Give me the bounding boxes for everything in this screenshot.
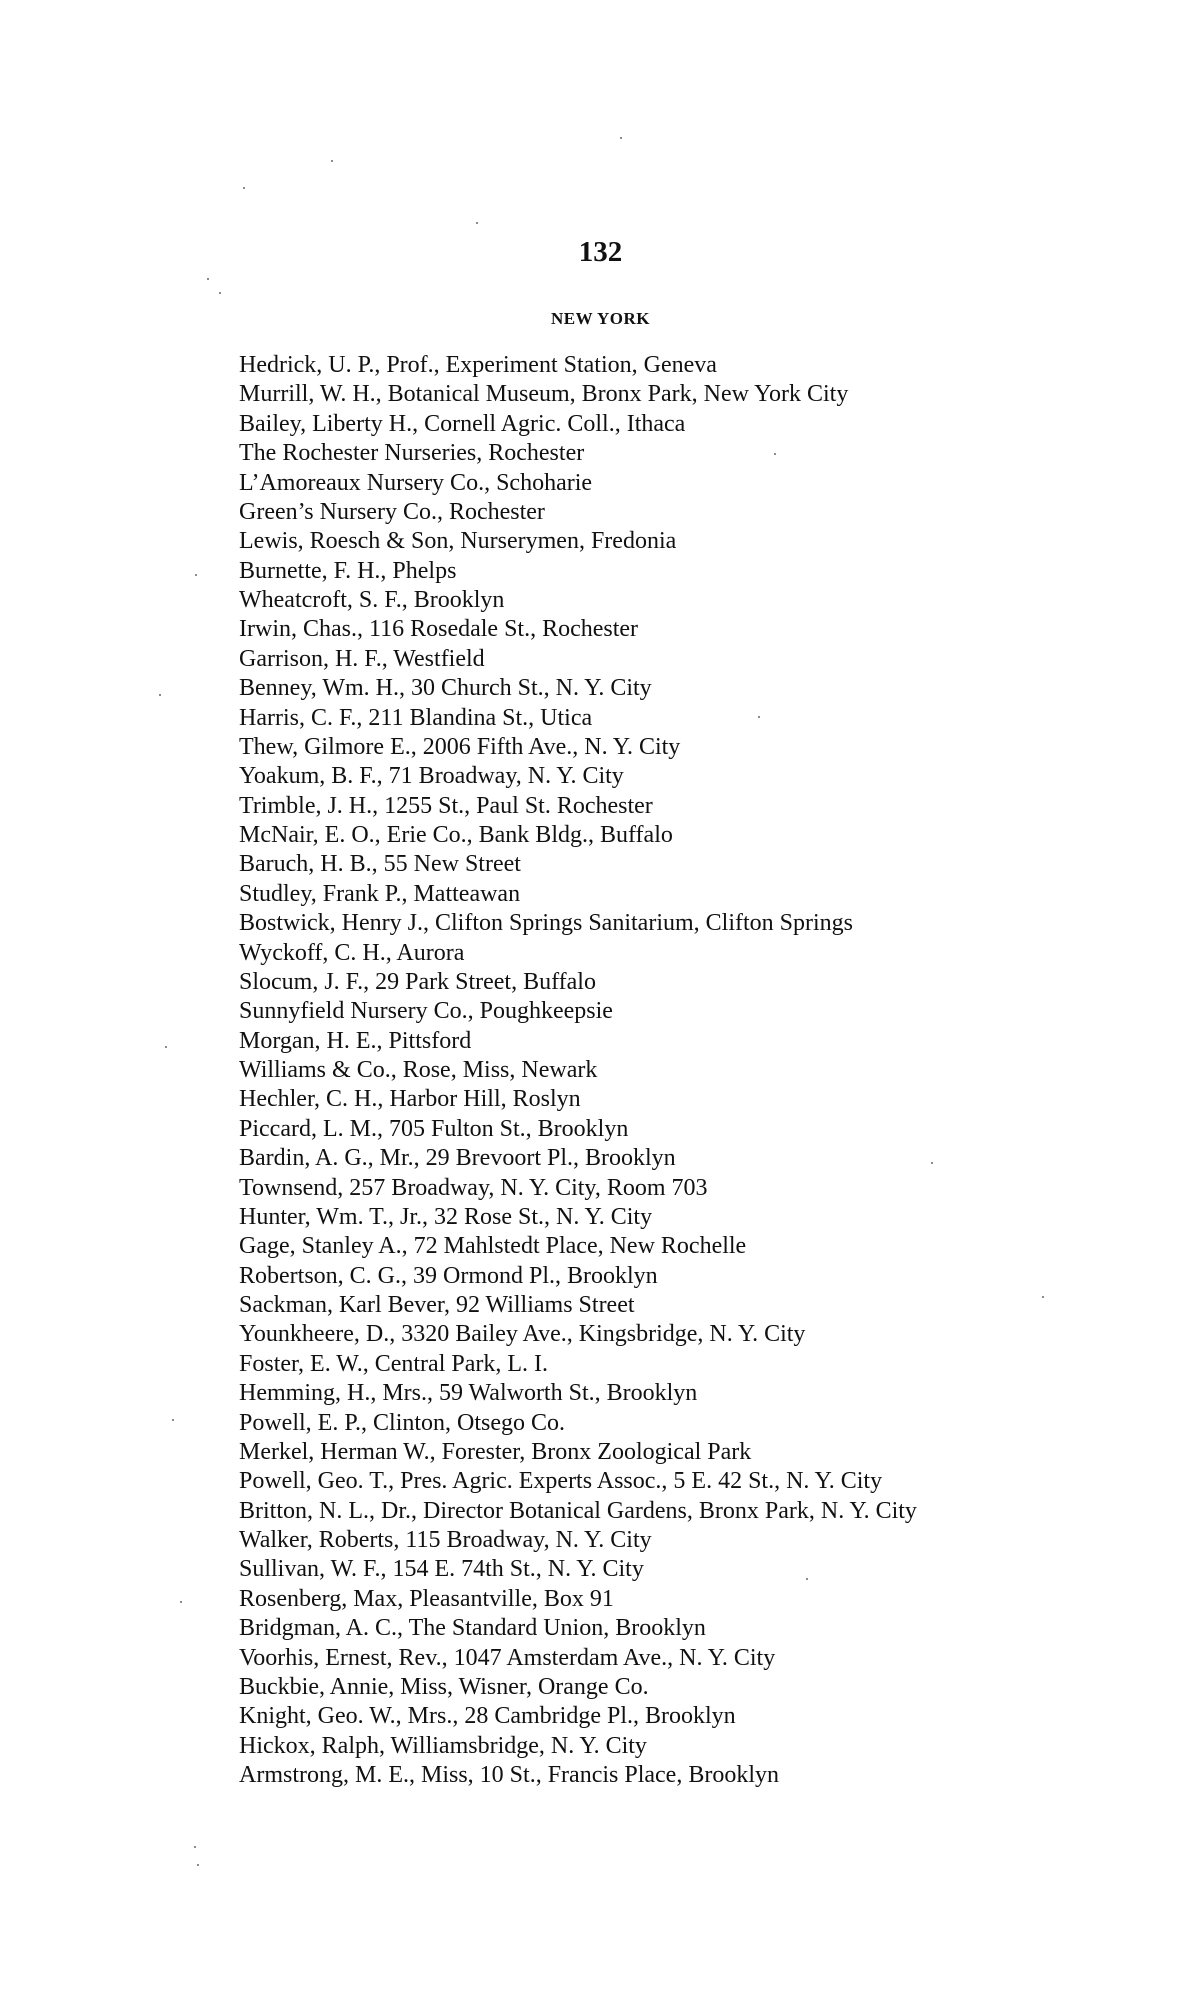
directory-entry: Garrison, H. F., Westfield bbox=[239, 645, 485, 672]
page-number: 132 bbox=[578, 236, 623, 268]
directory-entry: Younkheere, D., 3320 Bailey Ave., Kingsbridge, N. Y. City bbox=[239, 1321, 806, 1348]
directory-entry: Bardin, A. G., Mr., 29 Brevoort Pl., Brooklyn bbox=[239, 1145, 676, 1172]
scan-speck bbox=[620, 137, 622, 139]
entry-list bbox=[239, 351, 917, 1790]
directory-entry: Hickox, Ralph, Williamsbridge, N. Y. City bbox=[239, 1732, 647, 1759]
directory-entry: Sullivan, W. F., 154 E. 74th St., N. Y. City bbox=[239, 1556, 644, 1583]
scan-speck bbox=[195, 574, 197, 576]
directory-entry: Hunter, Wm. T., Jr., 32 Rose St., N. Y. City bbox=[239, 1203, 653, 1230]
scan-speck bbox=[172, 1419, 174, 1421]
directory-entry: Gage, Stanley A., 72 Mahlstedt Place, New Rochelle bbox=[239, 1233, 747, 1260]
scan-speck bbox=[207, 278, 209, 280]
scan-speck bbox=[194, 1846, 196, 1848]
directory-entry: Hechler, C. H., Harbor Hill, Roslyn bbox=[239, 1086, 581, 1113]
scan-speck bbox=[931, 1162, 933, 1164]
directory-entry: Hedrick, U. P., Prof., Experiment Station, Geneva bbox=[239, 352, 717, 378]
directory-entry: Townsend, 257 Broadway, N. Y. City, Room 703 bbox=[239, 1174, 708, 1201]
directory-entry: Slocum, J. F., 29 Park Street, Buffalo bbox=[239, 968, 596, 995]
scan-speck bbox=[180, 1601, 182, 1603]
scan-speck bbox=[219, 292, 221, 294]
directory-entry: Piccard, L. M., 705 Fulton St., Brooklyn bbox=[239, 1115, 629, 1142]
scan-speck bbox=[806, 1578, 808, 1580]
directory-entry: Sackman, Karl Bever, 92 Williams Street bbox=[239, 1292, 635, 1318]
scan-speck bbox=[159, 694, 161, 696]
directory-entry: Morgan, H. E., Pittsford bbox=[239, 1027, 472, 1054]
directory-entry: Walker, Roberts, 115 Broadway, N. Y. City bbox=[239, 1527, 652, 1553]
scan-speck bbox=[197, 1864, 199, 1866]
directory-entry: Armstrong, M. E., Miss, 10 St., Francis Place, Brooklyn bbox=[239, 1762, 779, 1788]
directory-entry: Burnette, F. H., Phelps bbox=[239, 557, 457, 584]
scan-speck bbox=[476, 222, 478, 224]
directory-entry: Powell, Geo. T., Pres. Agric. Experts Assoc., 5 E. 42 St., N. Y. City bbox=[239, 1468, 883, 1495]
scan-speck bbox=[774, 453, 776, 455]
directory-entry: Sunnyfield Nursery Co., Poughkeepsie bbox=[239, 998, 613, 1025]
scan-speck bbox=[331, 160, 333, 162]
directory-entry: McNair, E. O., Erie Co., Bank Bldg., Buffalo bbox=[239, 822, 673, 848]
directory-entry: Voorhis, Ernest, Rev., 1047 Amsterdam Ave., N. Y. City bbox=[239, 1644, 776, 1671]
scan-speck bbox=[758, 716, 760, 718]
directory-entry: Hemming, H., Mrs., 59 Walworth St., Brooklyn bbox=[239, 1380, 698, 1407]
directory-entry: Murrill, W. H., Botanical Museum, Bronx Park, New York City bbox=[239, 381, 849, 408]
directory-entry: Trimble, J. H., 1255 St., Paul St. Rochester bbox=[239, 792, 653, 819]
directory-entry: L’Amoreaux Nursery Co., Schoharie bbox=[239, 469, 593, 496]
directory-entry: Knight, Geo. W., Mrs., 28 Cambridge Pl., Brooklyn bbox=[239, 1703, 736, 1730]
directory-entry: Benney, Wm. H., 30 Church St., N. Y. City bbox=[239, 675, 652, 702]
directory-entry: Green’s Nursery Co., Rochester bbox=[239, 498, 545, 525]
directory-entry: Rosenberg, Max, Pleasantville, Box 91 bbox=[239, 1585, 614, 1612]
directory-entry: Studley, Frank P., Matteawan bbox=[239, 880, 521, 907]
directory-entry: Bailey, Liberty H., Cornell Agric. Coll., Ithaca bbox=[239, 410, 686, 437]
directory-entry: Wyckoff, C. H., Aurora bbox=[239, 939, 465, 966]
directory-entry: Yoakum, B. F., 71 Broadway, N. Y. City bbox=[239, 763, 624, 790]
directory-entry: Lewis, Roesch & Son, Nurserymen, Fredonia bbox=[239, 528, 677, 555]
directory-entry: Robertson, C. G., 39 Ormond Pl., Brooklyn bbox=[239, 1262, 658, 1289]
directory-entry: Powell, E. P., Clinton, Otsego Co. bbox=[239, 1409, 566, 1436]
directory-entry: The Rochester Nurseries, Rochester bbox=[239, 440, 585, 467]
directory-entry: Baruch, H. B., 55 New Street bbox=[239, 851, 521, 878]
directory-entry: Bostwick, Henry J., Clifton Springs Sanitarium, Clifton Springs bbox=[239, 910, 854, 937]
directory-entry: Buckbie, Annie, Miss, Wisner, Orange Co. bbox=[239, 1673, 649, 1700]
directory-entry: Britton, N. L., Dr., Director Botanical Gardens, Bronx Park, N. Y. City bbox=[239, 1497, 917, 1524]
directory-entry: Merkel, Herman W., Forester, Bronx Zoological Park bbox=[239, 1438, 752, 1465]
scan-speck bbox=[243, 187, 245, 189]
directory-entry: Bridgman, A. C., The Standard Union, Brooklyn bbox=[239, 1615, 706, 1642]
directory-entry: Foster, E. W., Central Park, L. I. bbox=[239, 1350, 548, 1377]
scan-speck bbox=[1042, 1296, 1044, 1298]
directory-entry: Wheatcroft, S. F., Brooklyn bbox=[239, 587, 505, 613]
directory-entry: Thew, Gilmore E., 2006 Fifth Ave., N. Y. City bbox=[239, 733, 681, 760]
section-heading: NEW YORK bbox=[551, 309, 650, 328]
directory-entry: Irwin, Chas., 116 Rosedale St., Rochester bbox=[239, 616, 639, 643]
directory-entry: Williams & Co., Rose, Miss, Newark bbox=[239, 1057, 598, 1083]
scan-speck bbox=[165, 1046, 167, 1048]
directory-entry: Harris, C. F., 211 Blandina St., Utica bbox=[239, 704, 593, 731]
